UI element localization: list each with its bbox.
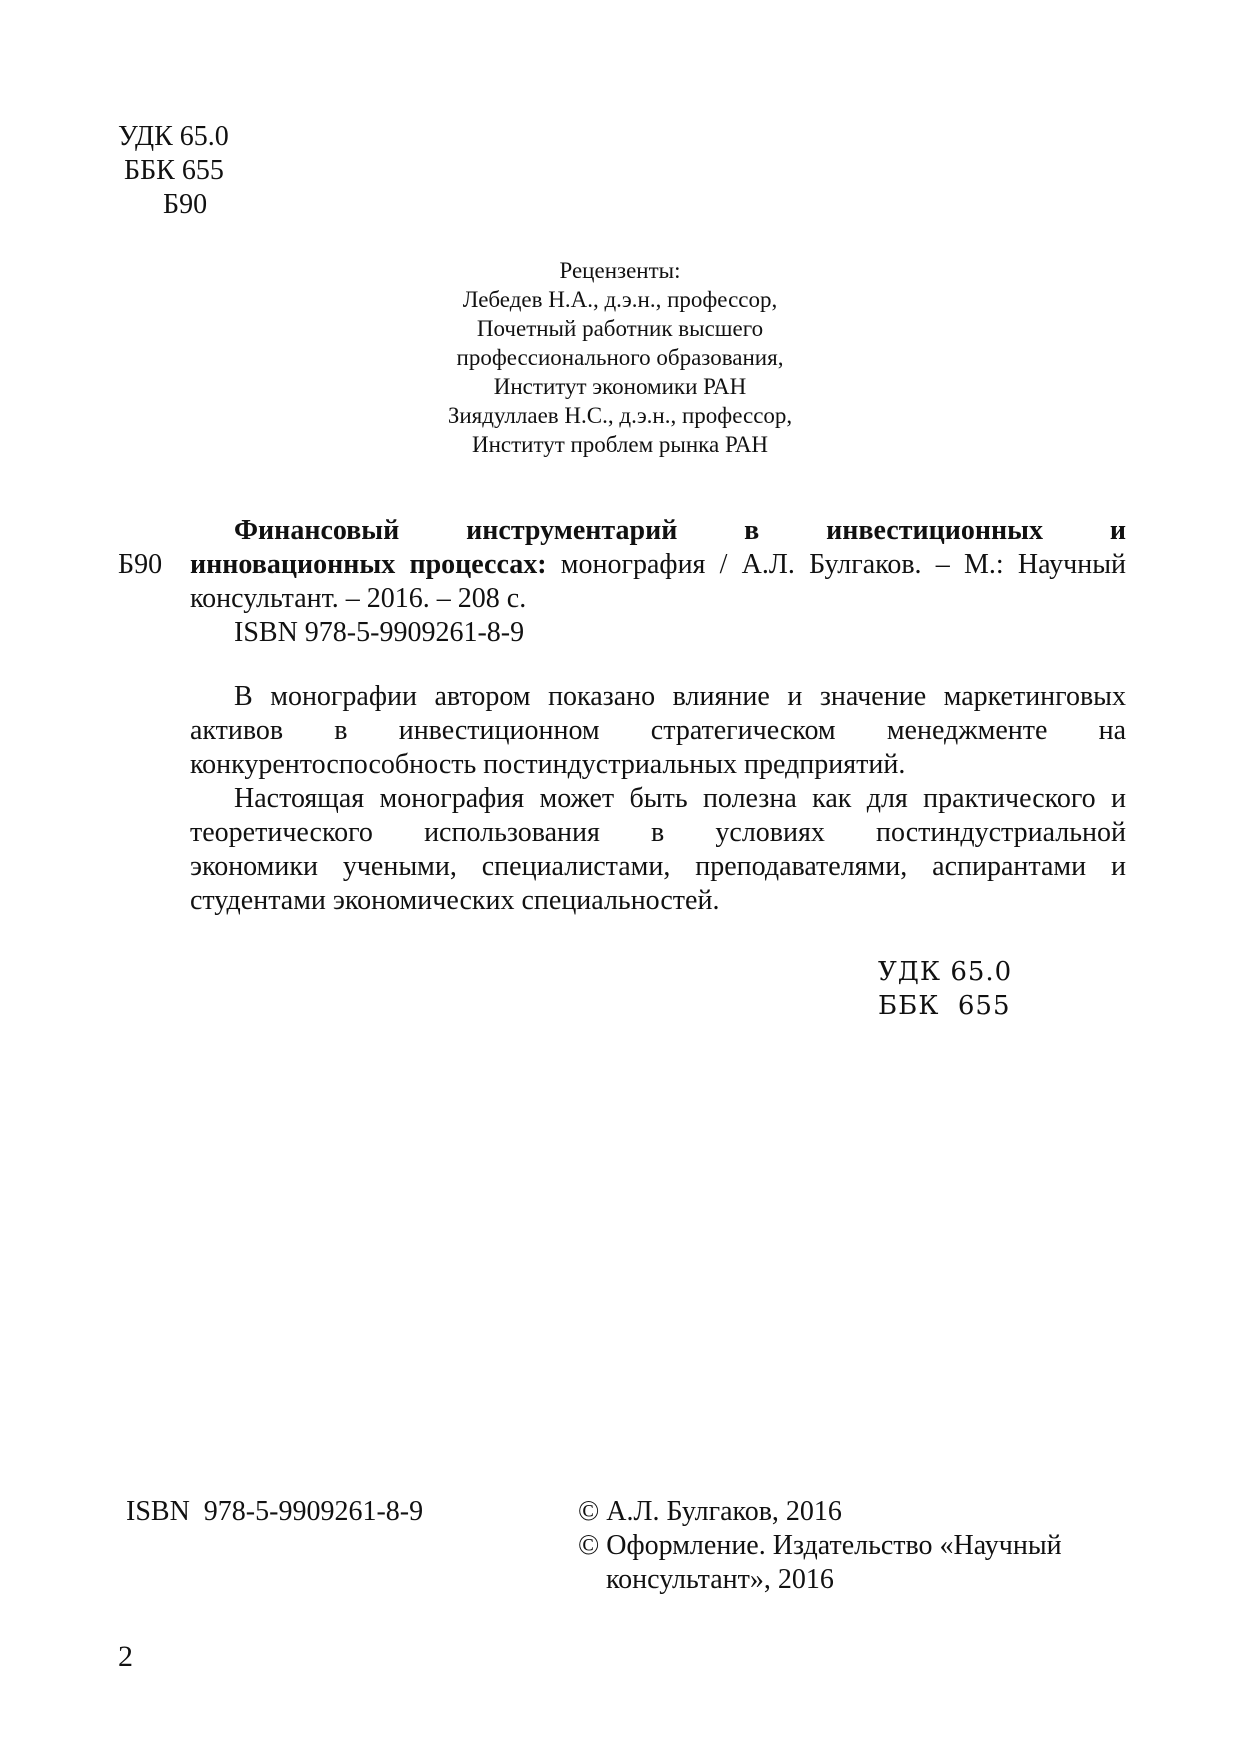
book-title-line1: Финансовый инструментарий в инвестиционных и [234, 515, 1126, 546]
abstract-line: экономики учеными, специалистами, преподавателями, аспирантами и [190, 851, 1126, 882]
book-title-continuation: инновационных процессах: [190, 549, 547, 580]
bbk-code-top: ББК 655 [124, 155, 224, 186]
author-mark-top: Б90 [163, 189, 208, 220]
reviewers-heading: Рецензенты: [559, 258, 681, 283]
footer-isbn: ISBN 978-5-9909261-8-9 [126, 1496, 424, 1527]
book-publication-info: монография / А.Л. Булгаков. – М.: Научный [546, 549, 1126, 580]
reviewer-line: Зиядуллаев Н.С., д.э.н., профессор, [447, 403, 793, 428]
udk-code-top: УДК 65.0 [118, 121, 229, 152]
reviewer-line: Почетный работник высшего [476, 316, 764, 341]
reviewer-line: профессионального образования, [456, 345, 784, 370]
book-title-line2 [190, 548, 1126, 582]
bibliographic-record [190, 514, 1126, 650]
reviewer-line: Институт экономики РАН [493, 374, 747, 399]
copyright-block [578, 1495, 1062, 1597]
abstract-line: теоретического использования в условиях постиндустриальной [190, 817, 1126, 848]
reviewer-line: Лебедев Н.А., д.э.н., профессор, [462, 287, 778, 312]
abstract-line: активов в инвестиционном стратегическом менеджменте на [190, 715, 1126, 746]
bbk-code-bottom: ББК 655 [878, 991, 1011, 1021]
udk-code-bottom: УДК 65.0 [878, 957, 1013, 987]
author-mark-biblio: Б90 [118, 549, 163, 580]
book-publication-details: консультант. – 2016. – 208 с. [190, 583, 527, 614]
abstract-line: конкурентоспособность постиндустриальных предприятий. [190, 749, 906, 780]
abstract [190, 680, 1126, 918]
copyright-design: © Оформление. Издательство «Научный [578, 1530, 1062, 1561]
reviewers-block [300, 256, 940, 459]
abstract-line: Настоящая монография может быть полезна как для практического и [234, 783, 1126, 814]
reviewer-line: Институт проблем рынка РАН [471, 432, 769, 457]
abstract-line: студентами экономических специальностей. [190, 885, 720, 916]
copyright-author: © А.Л. Булгаков, 2016 [578, 1496, 842, 1527]
abstract-line: В монографии автором показано влияние и значение маркетинговых [234, 681, 1126, 712]
book-isbn: ISBN 978-5-9909261-8-9 [234, 617, 525, 648]
page-number: 2 [118, 1640, 133, 1673]
copyright-design-continuation: консультант», 2016 [606, 1564, 834, 1595]
